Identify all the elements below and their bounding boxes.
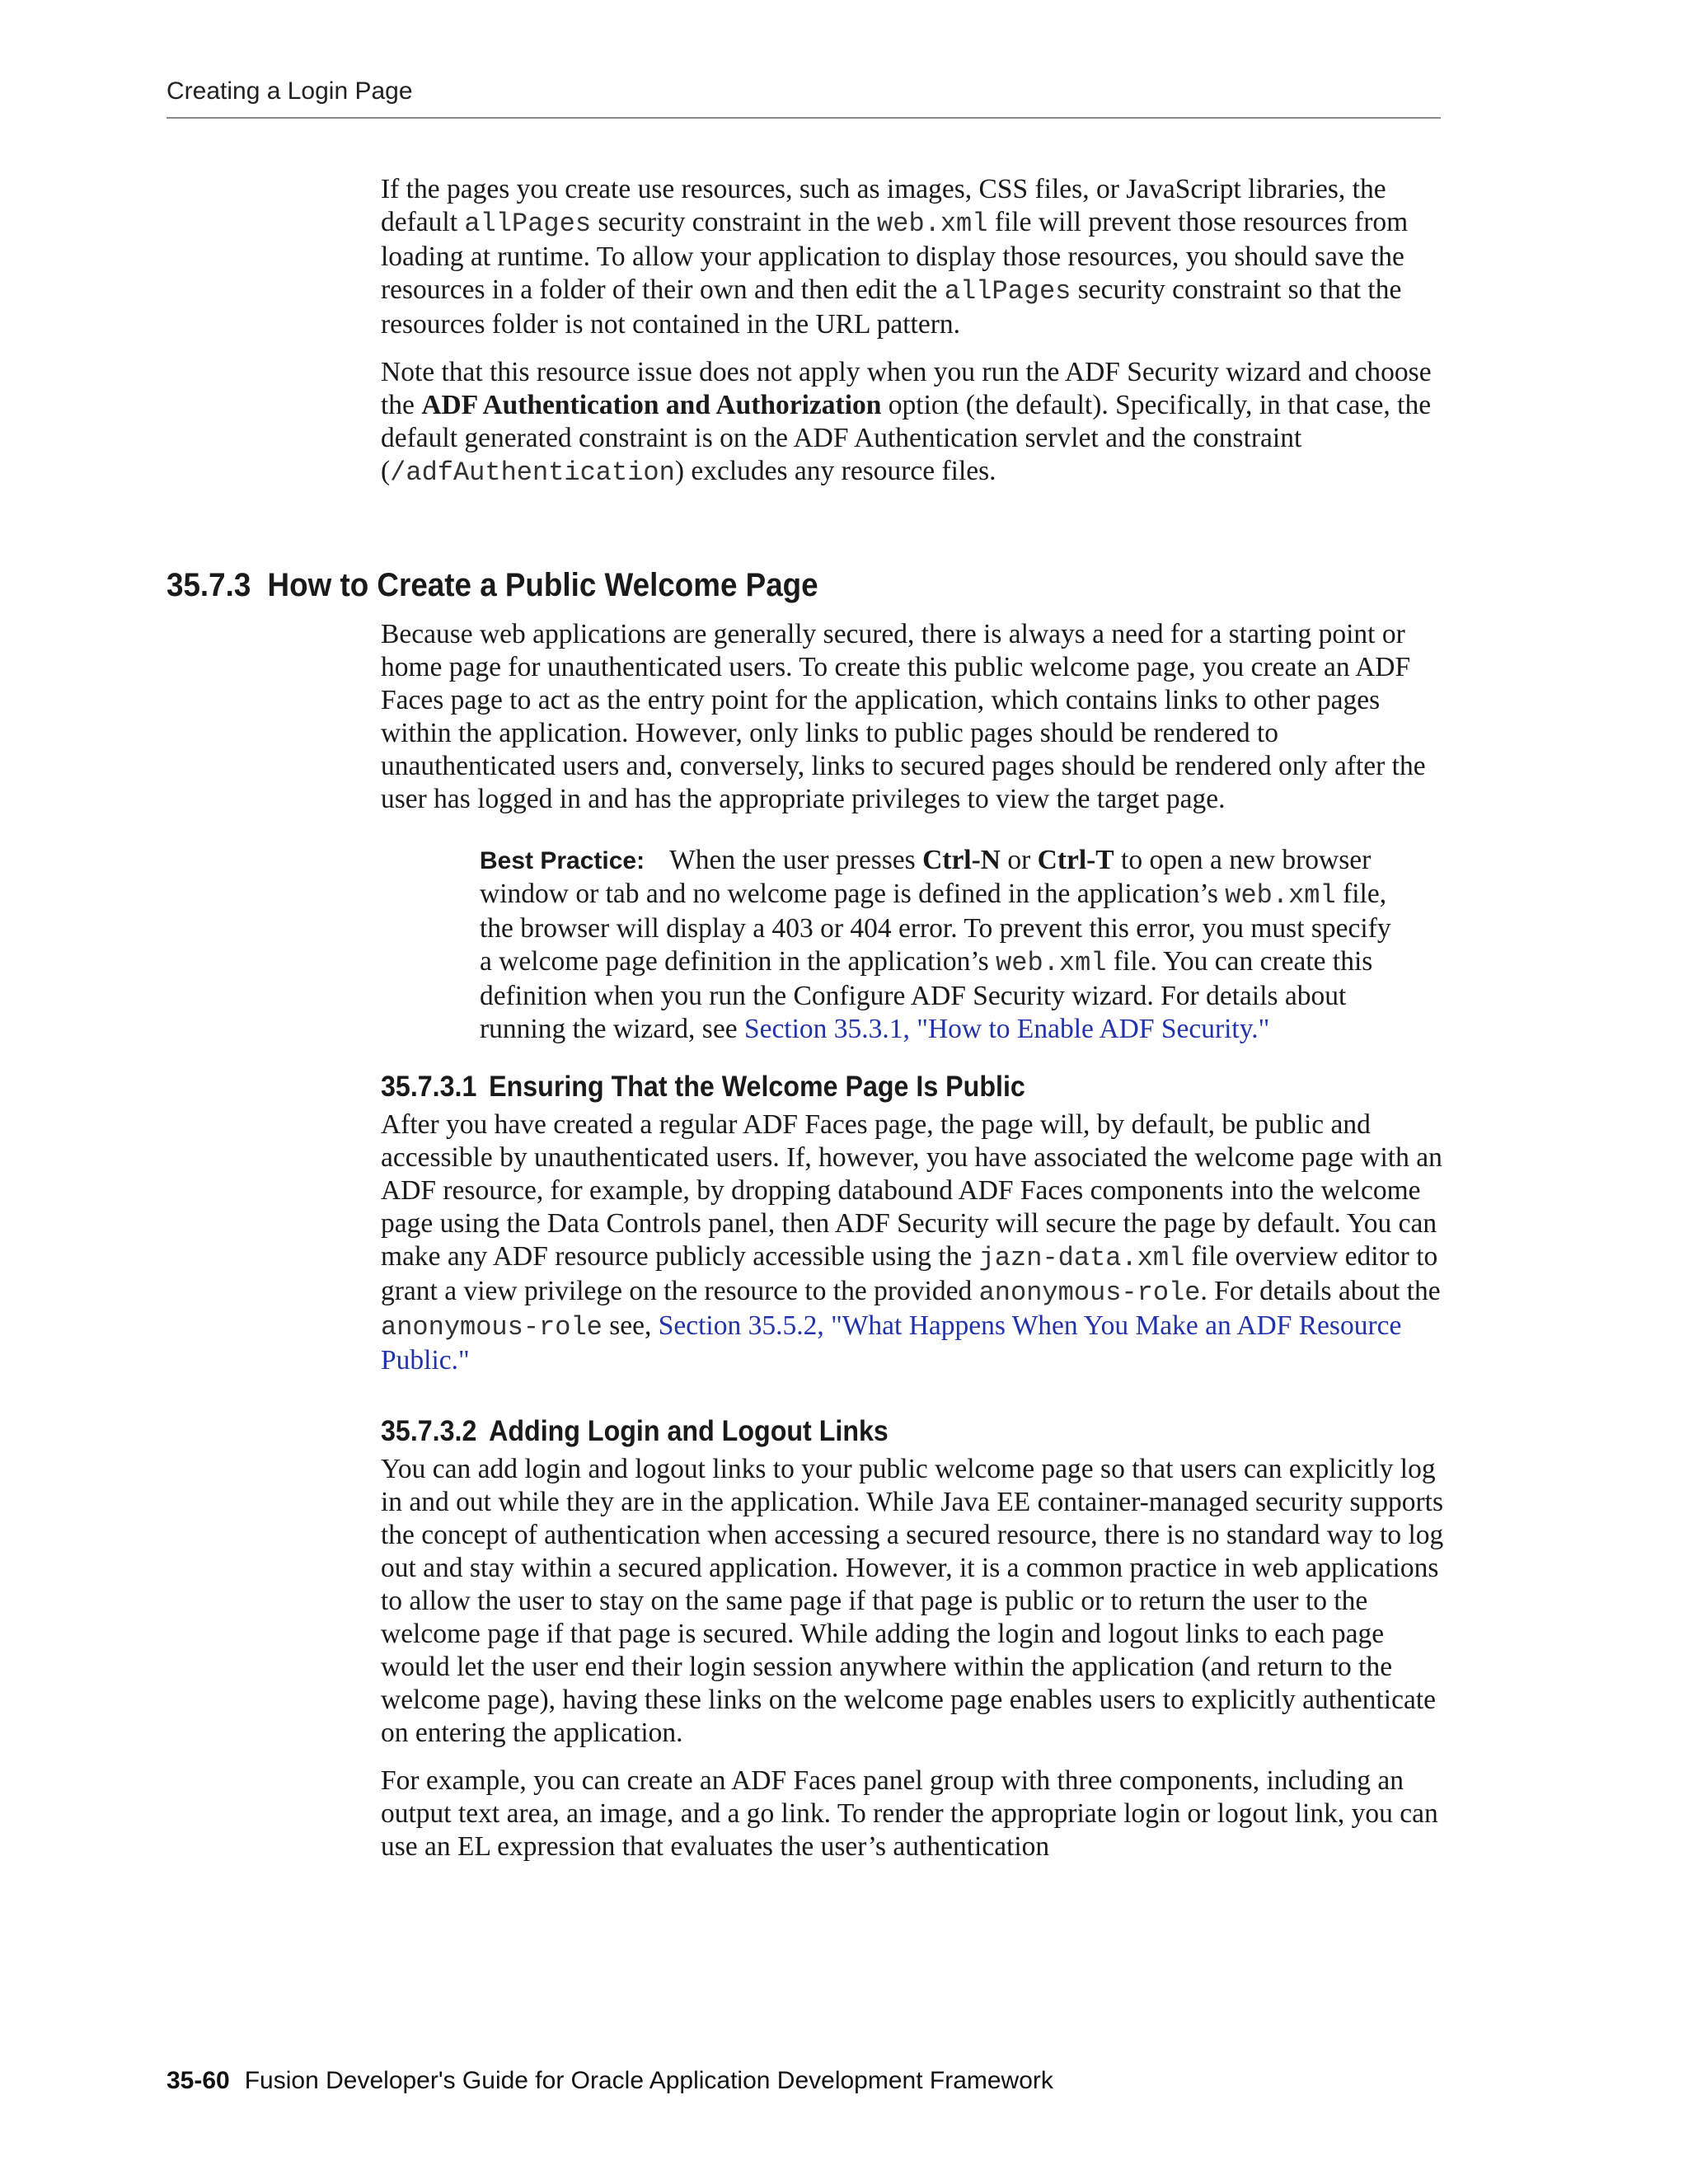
text: file, the browser will display a 403 or 404 error. To prevent this error, you must specify a welcome page definition in the application’s	[480, 879, 1391, 977]
subsection-title: Ensuring That the Welcome Page Is Public	[489, 1071, 1025, 1103]
section-title: How to Create a Public Welcome Page	[267, 567, 818, 603]
section-number: 35.7.3	[166, 567, 251, 603]
subsection-number: 35.7.3.2	[381, 1415, 477, 1447]
text: If the pages you create use resources, such as images, CSS files, or JavaScript libraries, the default	[381, 174, 1386, 237]
page-number: 35-60	[166, 2067, 230, 2094]
section-heading	[166, 567, 818, 604]
code-anonymous-role: anonymous-role	[381, 1312, 603, 1343]
subsection-2-paragraph-2: For example, you can create an ADF Faces panel group with three components, including an output text area, an image, and a go link. To render the appropriate login or logout link, you can use an EL expression that evaluates the user’s authentication	[381, 1765, 1438, 1862]
text: When the user presses	[669, 845, 923, 875]
best-practice-note	[480, 844, 1395, 1046]
text: Note that this resource issue does not apply when you run the ADF Security wizard and choose the	[381, 357, 1432, 420]
code-anonymous-role: anonymous-role	[978, 1277, 1201, 1308]
link-enable-adf-security[interactable]: Section 35.3.1, "How to Enable ADF Security."	[743, 1014, 1270, 1044]
best-practice-label: Best Practice:	[480, 847, 645, 874]
bold-option: ADF Authentication and Authorization	[421, 390, 882, 420]
page-footer	[166, 2067, 1053, 2095]
running-title: Creating a Login Page	[166, 77, 413, 105]
bold-key: Ctrl-T	[1037, 845, 1114, 875]
text: file overview editor to grant a view privilege on the resource to the provided	[381, 1241, 1438, 1306]
text: ) excludes any resource files.	[674, 456, 996, 486]
section-body	[381, 618, 1444, 1878]
intro-paragraph-2	[381, 356, 1444, 490]
text: option (the default). Specifically, in that case, the default generated constraint is on the ADF Authentication servlet and the constraint (	[381, 390, 1432, 486]
text: file will prevent those resources from loading at runtime. To allow your application to display those resources, you should save the resources in a folder of their own and then edit the	[381, 207, 1409, 305]
running-header	[166, 74, 1441, 119]
code-allpages: allPages	[464, 209, 592, 239]
code-allpages: allPages	[944, 276, 1071, 307]
link-resource-public[interactable]: Section 35.5.2, "What Happens When You Make an ADF Resource Public."	[381, 1310, 1402, 1376]
subsection-heading-1	[381, 1071, 1359, 1104]
code-jazn-data: jazn-data.xml	[978, 1243, 1185, 1273]
code-webxml: web.xml	[996, 948, 1107, 978]
subsection-2-paragraph-1: You can add login and logout links to your public welcome page so that users can explicitly log in and out while they are in the application. While Java EE container-managed security supports the concept of authentication when accessing a secured resource, there is no standard way to log out and stay within a secured application. However, it is a common practice in web applications to allow the user to stay on the same page if that page is public or to return the user to the welcome page if that page is secured. While adding the login and logout links to each page would let the user end their login session anywhere within the application (and return to the welcome page), having these links on the welcome page enables users to explicitly authenticate on entering the application.	[381, 1454, 1444, 1748]
subsection-1-paragraph	[381, 1108, 1444, 1377]
text: to open a new browser window or tab and no welcome page is defined in the application’s	[480, 845, 1372, 909]
bold-key: Ctrl-N	[922, 845, 1001, 875]
text: After you have created a regular ADF Faces page, the page will, by default, be public and accessible by unauthenticated users. If, however, you have associated the welcome page with an ADF resource, for example, by dropping databound ADF Faces components into the welcome page using the Data Controls panel, then ADF Security will secure the page by default. You can make any ADF resource publicly accessible using the	[381, 1109, 1442, 1272]
code-webxml: web.xml	[1225, 880, 1336, 911]
text: see,	[602, 1310, 659, 1341]
subsection-number: 35.7.3.1	[381, 1071, 477, 1103]
text: . For details about the	[1200, 1276, 1441, 1306]
code-webxml: web.xml	[877, 209, 988, 239]
code-adfauthentication: /adfAuthentication	[390, 457, 675, 488]
book-title: Fusion Developer's Guide for Oracle Application Development Framework	[244, 2067, 1053, 2094]
intro-paragraph-1	[381, 173, 1444, 341]
text: security constraint so that the resources folder is not contained in the URL pattern.	[381, 274, 1402, 340]
text: or	[1000, 845, 1038, 875]
section-paragraph: Because web applications are generally secured, there is always a need for a starting point or home page for unauthenticated users. To create this public welcome page, you create an ADF Faces page to act as the entry point for the application, which contains links to other pages within the application. However, only links to public pages should be rendered to unauthenticated users and, conversely, links to secured pages should be rendered only after the user has logged in and has the appropriate privileges to view the target page.	[381, 619, 1426, 814]
subsection-title: Adding Login and Logout Links	[489, 1415, 889, 1447]
subsection-heading-2	[381, 1415, 1359, 1448]
intro-block	[381, 173, 1444, 504]
text: security constraint in the	[591, 207, 878, 237]
text: file. You can create this definition when you run the Configure ADF Security wizard. For details about running the wizard, see	[480, 946, 1373, 1044]
best-practice-text	[480, 844, 1395, 1046]
